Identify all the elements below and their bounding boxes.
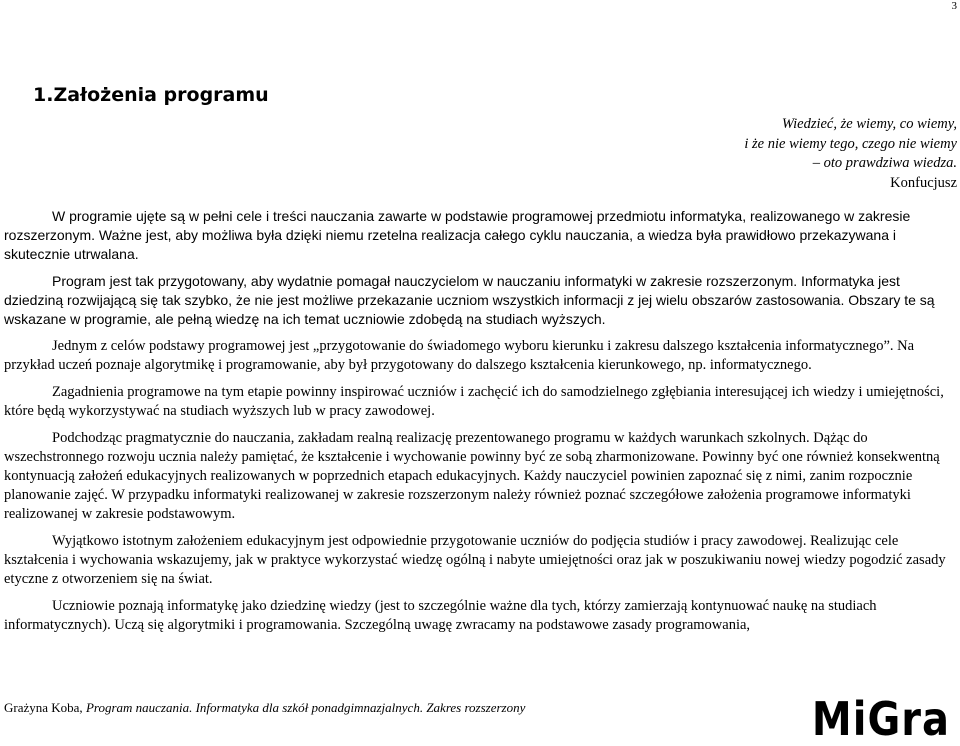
motto-line: i że nie wiemy tego, czego nie wiemy xyxy=(744,135,957,152)
footer-title: Program nauczania. Informatyka dla szkół ponadgimnazjalnych. Zakres rozszerzony xyxy=(85,700,526,715)
motto-author: Konfucjusz xyxy=(890,174,957,191)
footer-author: Grażyna Koba, xyxy=(4,700,83,715)
paragraph: Program jest tak przygotowany, aby wydatnie pomagał nauczycielom w nauczaniu informatyki w zakresie rozszerzonym. Informatyka jest dziedziną rozwijającą się tak szybko, że nie jest możliwe przekazanie uczniom wszystkich informacji z jej wielu obszarów zastosowania. Obszary te są wskazane w programie, ale pełną wiedzę na ich temat uczniowie zdobędą na studiach wyższych. xyxy=(4,273,935,327)
motto-line: Wiedzieć, że wiemy, co wiemy, xyxy=(781,116,957,132)
section-heading: 1.Założenia programu xyxy=(33,84,269,106)
migra-logo: MiGra xyxy=(811,693,950,746)
paragraph: Wyjątkowo istotnym założeniem edukacyjnym jest odpowiednie przygotowanie uczniów do podjęcia studiów i pracy zawodowej. Realizując cele kształcenia i wychowania wskazujemy, jak w praktyce wykorzystać wiedzę ogólną i nabyte umiejętności oraz jak w poszukiwaniu nowej wiedzy pogodzić zasady etyczne z otworzeniem się na świat. xyxy=(4,533,946,587)
paragraph: Podchodząc pragmatycznie do nauczania, zakładam realną realizację prezentowanego programu w każdych warunkach szkolnych. Dążąc do wszechstronnego rozwoju ucznia należy pamiętać, że kształcenie i wychowanie powinny być ze sobą zharmonizowane. Powinny być one również konsekwentną kontynuacją założeń edukacyjnych realizowanych w poprzednich etapach edukacyjnych. Każdy nauczyciel powinien zapoznać się z nimi, zanim rozpocznie planowanie zajęć. W przypadku informatyki realizowanej w zakresie rozszerzonym należy również poznać szczegółowe założenia programowe informatyki realizowanej w zakresie podstawowym. xyxy=(4,430,940,522)
body-text xyxy=(4,207,955,643)
paragraph: W programie ujęte są w pełni cele i treści nauczania zawarte w podstawie programowej przedmiotu informatyka, realizowanego w zakresie rozszerzonym. Ważne jest, aby możliwa była dzięki niemu rzetelna realizacja całego cyklu nauczania, a wiedza była prawidłowo przekazywana i skutecznie utrwalana. xyxy=(4,208,911,262)
page-number: 3 xyxy=(951,0,957,12)
motto-quote xyxy=(744,115,957,193)
paragraph: Zagadnienia programowe na tym etapie powinny inspirować uczniów i zachęcić ich do samodzielnego zgłębiania interesującej ich wiedzy i umiejętności, które będą wykorzystywać na studiach wyższych lub w pracy zawodowej. xyxy=(4,384,944,419)
footer-citation xyxy=(4,700,525,716)
paragraph: Jednym z celów podstawy programowej jest „przygotowanie do świadomego wyboru kierunku i zakresu dalszego kształcenia informatycznego”. Na przykład uczeń poznaje algorytmikę i programowanie, aby był przygotowany do dalszego kształcenia kierunkowego, np. informatycznego. xyxy=(4,338,915,373)
motto-line: – oto prawdziwa wiedza. xyxy=(812,155,957,171)
paragraph: Uczniowie poznają informatykę jako dziedzinę wiedzy (jest to szczególnie ważne dla tych, którzy zamierzają kontynuować naukę na studiach informatycznych). Uczą się algorytmiki i programowania. Szczególną uwagę zwracamy na podstawowe zasady programowania, xyxy=(4,598,877,633)
